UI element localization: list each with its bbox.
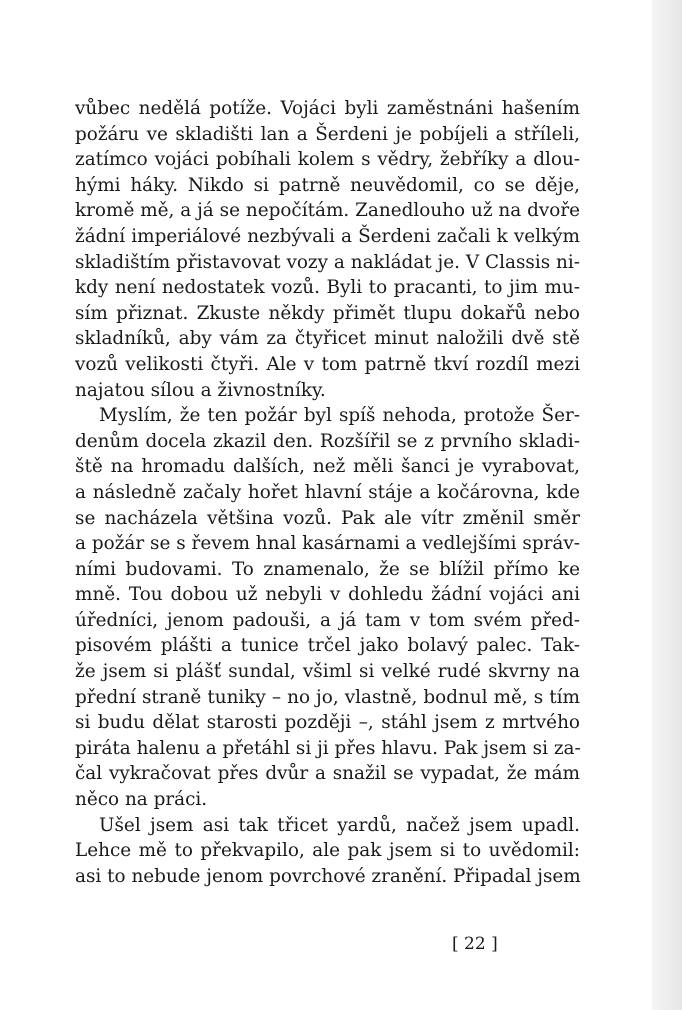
text-line: pisovém plášti a tunice trčel jako bolavý palec. Tak- xyxy=(75,635,580,657)
body-text xyxy=(75,96,580,889)
text-line: skladištím přistavovat vozy a nakládat je. V Classis ni- xyxy=(75,251,580,273)
text-line: přední straně tuniky – no jo, vlastně, bodnul mě, s tím xyxy=(75,686,580,708)
text-line: něco na práci. xyxy=(75,789,208,811)
text-line: asi to nebude jenom povrchové zranění. Připadal jsem xyxy=(75,865,581,887)
text-line: Lehce mě to překvapilo, ale pak jsem si to uvědomil: xyxy=(75,840,580,862)
text-line: piráta halenu a přetáhl si ji přes hlavu. Pak jsem si za- xyxy=(75,737,581,759)
text-line: kdy není nedostatek vozů. Byli to pracanti, to jim mu- xyxy=(75,277,580,299)
text-line: se nacházela většina vozů. Pak ale vítr změnil směr xyxy=(75,507,580,529)
text-line: požáru ve skladišti lan a Šerdeni je pobíjeli a stříleli, xyxy=(75,123,580,145)
text-line: ště na hromadu dalších, než měli šanci je vyrabovat, xyxy=(75,456,580,478)
text-line: žádní imperiálové nezbývali a Šerdeni začali k velkým xyxy=(75,225,580,247)
text-line: skladníků, aby vám za čtyřicet minut naložili dvě stě xyxy=(75,328,580,350)
page-edge-shadow xyxy=(652,0,682,1010)
text-line: Ušel jsem asi tak třicet yardů, načež jsem upadl. xyxy=(99,814,580,836)
text-line: vozů velikosti čtyři. Ale v tom patrně tkví rozdíl mezi xyxy=(75,353,580,375)
text-line: zatímco vojáci pobíhali kolem s vědry, žebříky a dlou- xyxy=(75,149,580,171)
text-line: úředníci, jenom padouši, a já tam v tom svém před- xyxy=(75,609,580,631)
text-line: Myslím, že ten požár byl spíš nehoda, protože Šer- xyxy=(99,405,580,427)
paragraph xyxy=(75,403,580,813)
text-line: že jsem si plášť sundal, všiml si velké rudé skvrny na xyxy=(75,661,580,683)
text-line: vůbec nedělá potíže. Vojáci byli zaměstnáni hašením xyxy=(75,98,580,119)
paragraph xyxy=(75,813,580,890)
text-line: denům docela zkazil den. Rozšířil se z prvního skladi- xyxy=(75,430,580,452)
paragraph xyxy=(75,96,580,403)
text-line: ními budovami. To znamenalo, že se blížil přímo ke xyxy=(75,558,580,580)
text-line: hými háky. Nikdo si patrně neuvědomil, co se děje, xyxy=(75,174,580,196)
text-line: a požár se s řevem hnal kasárnami a vedlejšími správ- xyxy=(75,533,580,555)
page-number: [ 22 ] xyxy=(452,934,498,954)
text-line: čal vykračovat přes dvůr a snažil se vypadat, že mám xyxy=(75,763,580,785)
text-line: kromě mě, a já se nepočítám. Zanedlouho už na dvoře xyxy=(75,200,580,222)
text-line: mně. Tou dobou už nebyli v dohledu žádní vojáci ani xyxy=(75,584,580,606)
text-line: sím přiznat. Zkuste někdy přimět tlupu dokařů nebo xyxy=(75,302,580,324)
text-line: si budu dělat starosti později –, stáhl jsem z mrtvého xyxy=(75,712,580,734)
text-line: najatou sílou a živnostníky. xyxy=(75,379,326,401)
text-line: a následně začaly hořet hlavní stáje a kočárovna, kde xyxy=(75,481,580,503)
